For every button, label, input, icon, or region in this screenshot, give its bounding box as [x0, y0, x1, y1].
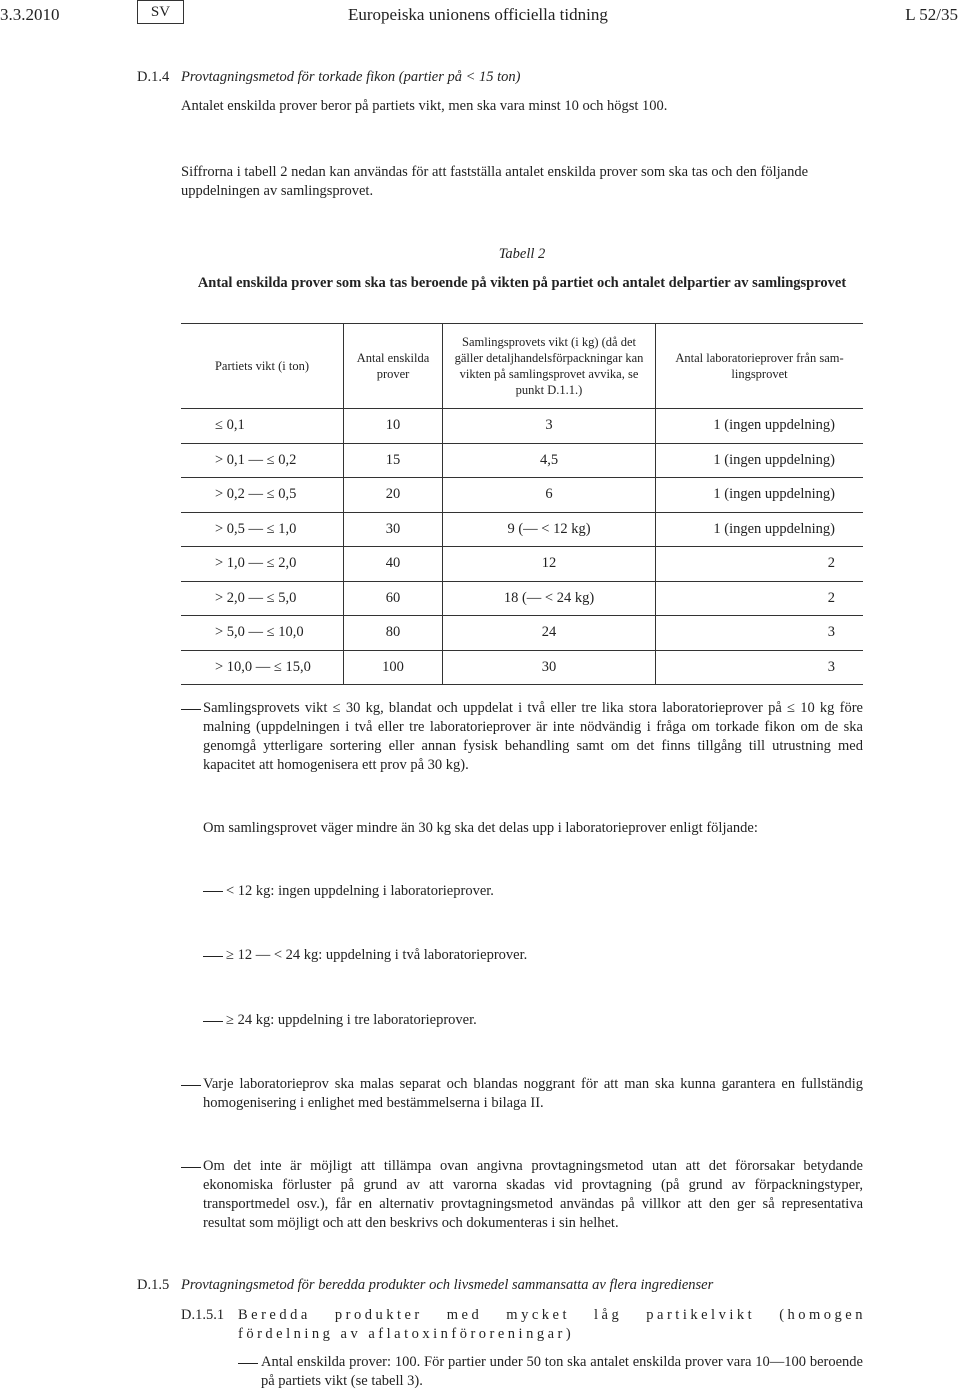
- cell-aggregate-weight: 12: [443, 547, 656, 582]
- dash-marker: [203, 891, 223, 892]
- cell-lab-samples: 3: [656, 650, 864, 685]
- dash-marker: [203, 1021, 223, 1022]
- cell-lot-weight: > 10,0 — ≤ 15,0: [181, 650, 344, 685]
- cell-lab-samples: 1 (ingen uppdelning): [656, 478, 864, 513]
- cell-aggregate-weight: 9 (— < 12 kg): [443, 512, 656, 547]
- cell-aggregate-weight: 4,5: [443, 443, 656, 478]
- dash-marker: [203, 956, 223, 957]
- cell-lot-weight: > 1,0 — ≤ 2,0: [181, 547, 344, 582]
- table-row: [181, 409, 863, 444]
- cell-sample-count: 20: [344, 478, 443, 513]
- language-badge: SV: [137, 0, 184, 24]
- dash-marker: [181, 709, 201, 710]
- section-d15-number: D.1.5: [137, 1277, 170, 1293]
- cell-aggregate-weight: 24: [443, 616, 656, 651]
- sample-table: [181, 323, 863, 685]
- cell-lot-weight: > 0,1 — ≤ 0,2: [181, 443, 344, 478]
- bullet-grinding: Varje laboratorieprov ska malas separat och blandas noggrant för att man ska kunna garantera en fullständig homogenisering i enlighet med bestämmelserna i bilaga II.: [203, 1076, 863, 1112]
- cell-lot-weight: > 2,0 — ≤ 5,0: [181, 581, 344, 616]
- header-date: 3.3.2010: [0, 5, 60, 24]
- cell-aggregate-weight: 18 (— < 24 kg): [443, 581, 656, 616]
- cell-lab-samples: 1 (ingen uppdelning): [656, 409, 864, 444]
- table-row: [181, 616, 863, 651]
- table-header-row: [181, 324, 863, 409]
- table-title: Antal enskilda prover som ska tas beroende på vikten på partiet och antalet delpartier av samlingsprovet: [197, 275, 847, 291]
- journal-title: Europeiska unionens officiella tidning: [348, 5, 608, 24]
- table-row: [181, 581, 863, 616]
- sub-bullet-over-24: ≥ 24 kg: uppdelning i tre laboratorieprover.: [226, 1012, 477, 1028]
- table-label: Tabell 2: [498, 246, 546, 262]
- cell-lot-weight: ≤ 0,1: [181, 409, 344, 444]
- cell-lot-weight: > 5,0 — ≤ 10,0: [181, 616, 344, 651]
- col-header-aggregate-weight: Samlingsprovets vikt (i kg) (då det gäller detaljhandelsförpackningar kan vikten på samlingsprovet avvika, se punkt D.1.1.): [443, 324, 656, 409]
- cell-lab-samples: 3: [656, 616, 864, 651]
- section-d14-number: D.1.4: [137, 69, 170, 85]
- cell-aggregate-weight: 3: [443, 409, 656, 444]
- cell-sample-count: 10: [344, 409, 443, 444]
- sub-bullet-12-24: ≥ 12 — < 24 kg: uppdelning i två laboratorieprover.: [226, 947, 528, 963]
- section-d14-title: Provtagningsmetod för torkade fikon (partier på < 15 ton): [181, 69, 521, 85]
- cell-aggregate-weight: 6: [443, 478, 656, 513]
- page-number: L 52/35: [905, 5, 958, 24]
- d14-paragraph-1: Antalet enskilda prover beror på partiets vikt, men ska vara minst 10 och högst 100.: [181, 98, 668, 114]
- d151-sample-count-item: Antal enskilda prover: 100. För partier under 50 ton ska antalet enskilda prover vara 10—100 beroende på partiets vikt (se tabell 3).: [261, 1354, 863, 1390]
- cell-sample-count: 60: [344, 581, 443, 616]
- col-header-lab-samples: Antal laboratorieprover från samlingsprovet: [656, 324, 864, 409]
- cell-lot-weight: > 0,2 — ≤ 0,5: [181, 478, 344, 513]
- dash-marker: [181, 1167, 201, 1168]
- cell-lab-samples: 2: [656, 581, 864, 616]
- cell-aggregate-weight: 30: [443, 650, 656, 685]
- section-d15-title: Provtagningsmetod för beredda produkter och livsmedel sammansatta av flera ingredienser: [181, 1277, 714, 1293]
- section-d151-title: Beredda produkter med mycket låg partikelvikt (homogen fördelning av aflatoxinföroreningar): [238, 1307, 866, 1343]
- cell-sample-count: 40: [344, 547, 443, 582]
- col-header-incremental-samples: Antal enskilda prover: [344, 324, 443, 409]
- table-row: [181, 650, 863, 685]
- bullet-alternative-method: Om det inte är möjligt att tillämpa ovan angivna provtagningsmetod utan att det förorsakar betydande ekonomiska förluster på grund av att varorna skadas vid provtagning (på grund av förpackningstyper, transportmedel osv.), får en alternativ provtagningsmetod användas på villkor att den ger så representativa resultat som möjligt och att den beskrivs och dokumenteras i sin helhet.: [203, 1158, 863, 1232]
- cell-lab-samples: 2: [656, 547, 864, 582]
- dash-marker: [238, 1363, 258, 1364]
- section-d151-number: D.1.5.1: [181, 1307, 225, 1323]
- col-header-lot-weight: Partiets vikt (i ton): [181, 324, 344, 409]
- journal-header: [0, 0, 960, 30]
- cell-sample-count: 15: [344, 443, 443, 478]
- table-row: [181, 512, 863, 547]
- cell-sample-count: 80: [344, 616, 443, 651]
- table-row: [181, 547, 863, 582]
- sub-bullet-under-12: < 12 kg: ingen uppdelning i laboratorieprover.: [226, 883, 494, 899]
- cell-sample-count: 100: [344, 650, 443, 685]
- d14-paragraph-2: Siffrorna i tabell 2 nedan kan användas för att fastställa antalet enskilda prover som ska tas och den följande uppdelningen av samlingsprovet.: [181, 164, 809, 200]
- dash-marker: [181, 1085, 201, 1086]
- cell-lab-samples: 1 (ingen uppdelning): [656, 512, 864, 547]
- bullet-aggregate-weight: Samlingsprovets vikt ≤ 30 kg, blandat och uppdelat i två eller tre lika stora laboratorieprover på ≤ 10 kg före malning (uppdelningen i två eller tre laboratorieprover är inte nödvändig i fråga om torkade fikon om de ska genomgå ytterligare sortering eller annan fysisk behandling samt om det finns tillgång till utrustning med kapacitet att homogenisera ett prov på 30 kg).: [203, 700, 863, 774]
- table-row: [181, 478, 863, 513]
- cell-sample-count: 30: [344, 512, 443, 547]
- intro-split-rule: Om samlingsprovet väger mindre än 30 kg ska det delas upp i laboratorieprover enligt följande:: [203, 820, 758, 836]
- cell-lab-samples: 1 (ingen uppdelning): [656, 443, 864, 478]
- cell-lot-weight: > 0,5 — ≤ 1,0: [181, 512, 344, 547]
- table-row: [181, 443, 863, 478]
